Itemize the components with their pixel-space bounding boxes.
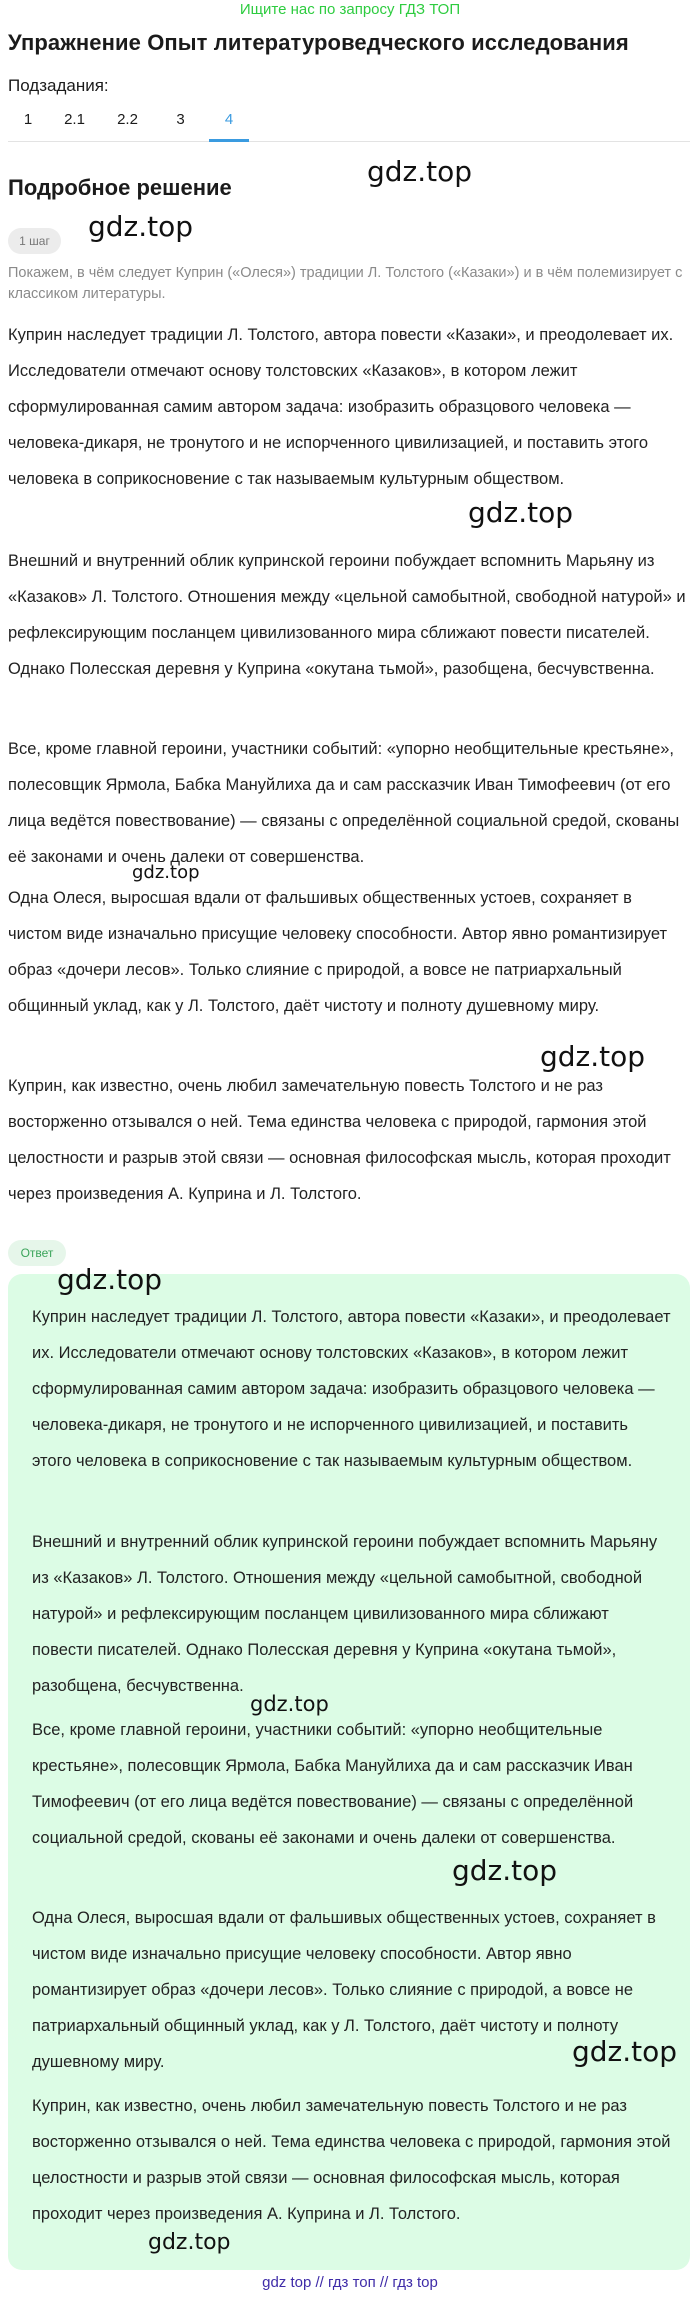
top-banner[interactable]: Ищите нас по запросу ГДЗ ТОП	[239, 1, 461, 18]
watermark: gdz.top	[148, 2230, 231, 2255]
watermark: gdz.top	[367, 155, 473, 188]
tab-1[interactable]: 1	[23, 111, 33, 128]
answer-paragraph-5: Куприн, как известно, очень любил замечательную повесть Толстого и не раз восторженно отзывался о ней. Тема единства человека с природой, гармония этой целостности и разрыв этой связи — основная философская мысль, которая проходит через произведения А. Куприна и Л. Толстого.	[32, 2097, 671, 2223]
answer-badge: Ответ	[8, 1240, 66, 1266]
solution-title: Подробное решение	[8, 175, 232, 200]
watermark: gdz.top	[88, 210, 194, 243]
answer-paragraph-2: Внешний и внутренний облик купринской героини побуждает вспомнить Марьяну из «Казаков» Л. Толстого. Отношения между «цельной самобытной, свободной натурой» и рефлексирующим посланцем цивилизованного мира сближают повести писателей. Однако Полесская деревня у Куприна «окутана тьмой», разобщена, бесчувственна.	[32, 1533, 658, 1695]
solution-paragraph-3: Все, кроме главной героини, участники событий: «упорно необщительные крестьяне», полесовщик Ярмола, Бабка Мануйлиха да и сам рассказчик Иван Тимофеевич (от его лица ведётся повествование) — связаны с определённой социальной средой, скованы её законами и очень далеки от совершенства.	[8, 740, 680, 866]
solution-paragraph-5: Куприн, как известно, очень любил замечательную повесть Толстого и не раз восторженно отзывался о ней. Тема единства человека с природой, гармония этой целостности и разрыв этой связи — основная философская мысль, которая проходит через произведения А. Куприна и Л. Толстого.	[8, 1077, 671, 1203]
tab-3[interactable]: 3	[176, 111, 185, 128]
watermark: gdz.top	[452, 1854, 558, 1887]
watermark: gdz.top	[572, 2035, 678, 2068]
subtask-tabs	[8, 102, 690, 142]
tab-2-1[interactable]: 2.1	[64, 111, 85, 128]
footer-links[interactable]: gdz top // гдз топ // гдз top	[262, 2274, 438, 2291]
watermark: gdz.top	[57, 1263, 163, 1296]
answer-paragraph-3: Все, кроме главной героини, участники событий: «упорно необщительные крестьяне», полесовщик Ярмола, Бабка Мануйлиха да и сам рассказчик Иван Тимофеевич (от его лица ведётся повествование) — связаны с определённой социальной средой, скованы её законами и очень далеки от совершенства.	[32, 1721, 634, 1847]
step-badge: 1 шаг	[8, 228, 61, 254]
step-description: Покажем, в чём следует Куприн («Олеся») традиции Л. Толстого («Казаки») и в чём полемизирует с классиком литературы.	[8, 265, 683, 302]
subtasks-label: Подзадания:	[8, 76, 109, 95]
watermark: gdz.top	[132, 862, 200, 883]
watermark: gdz.top	[540, 1040, 646, 1073]
tab-4[interactable]: 4	[209, 102, 249, 142]
solution-paragraph-4: Одна Олеся, выросшая вдали от фальшивых общественных устоев, сохраняет в чистом виде изначально присущие человеку способности. Автор явно романтизирует образ «дочери лесов». Только слияние с природой, а вовсе не патриархальный общинный уклад, как у Л. Толстого, даёт чистоту и полноту душевному миру.	[8, 889, 668, 1015]
answer-paragraph-4: Одна Олеся, выросшая вдали от фальшивых общественных устоев, сохраняет в чистом виде изначально присущие человеку способности. Автор явно романтизирует образ «дочери лесов». Только слияние с природой, а вовсе не патриархальный общинный уклад, как у Л. Толстого, даёт чистоту и полноту душевному миру.	[32, 1909, 656, 2071]
solution-paragraph-2: Внешний и внутренний облик купринской героини побуждает вспомнить Марьяну из «Казаков» Л. Толстого. Отношения между «цельной самобытной, свободной натурой» и рефлексирующим посланцем цивилизованного мира сближают повести писателей. Однако Полесская деревня у Куприна «окутана тьмой», разобщена, бесчувственна.	[8, 552, 686, 678]
tab-2-2[interactable]: 2.2	[117, 111, 138, 128]
solution-paragraph-1: Куприн наследует традиции Л. Толстого, автора повести «Казаки», и преодолевает их. Исследователи отмечают основу толстовских «Казаков», в котором лежит сформулированная самим автором задача: изобразить образцового человека — человека-дикаря, не тронутого и не испорченного цивилизацией, и поставить этого человека в соприкосновение с так называемым культурным обществом.	[8, 326, 674, 488]
watermark: gdz.top	[250, 1692, 329, 1716]
page-title: Упражнение Опыт литературоведческого исследования	[8, 30, 629, 55]
watermark: gdz.top	[468, 496, 574, 529]
answer-paragraph-1: Куприн наследует традиции Л. Толстого, автора повести «Казаки», и преодолевает их. Исследователи отмечают основу толстовских «Казаков», в котором лежит сформулированная самим автором задача: изобразить образцового человека — человека-дикаря, не тронутого и не испорченного цивилизацией, и поставить этого человека в соприкосновение с так называемым культурным обществом.	[32, 1308, 671, 1470]
